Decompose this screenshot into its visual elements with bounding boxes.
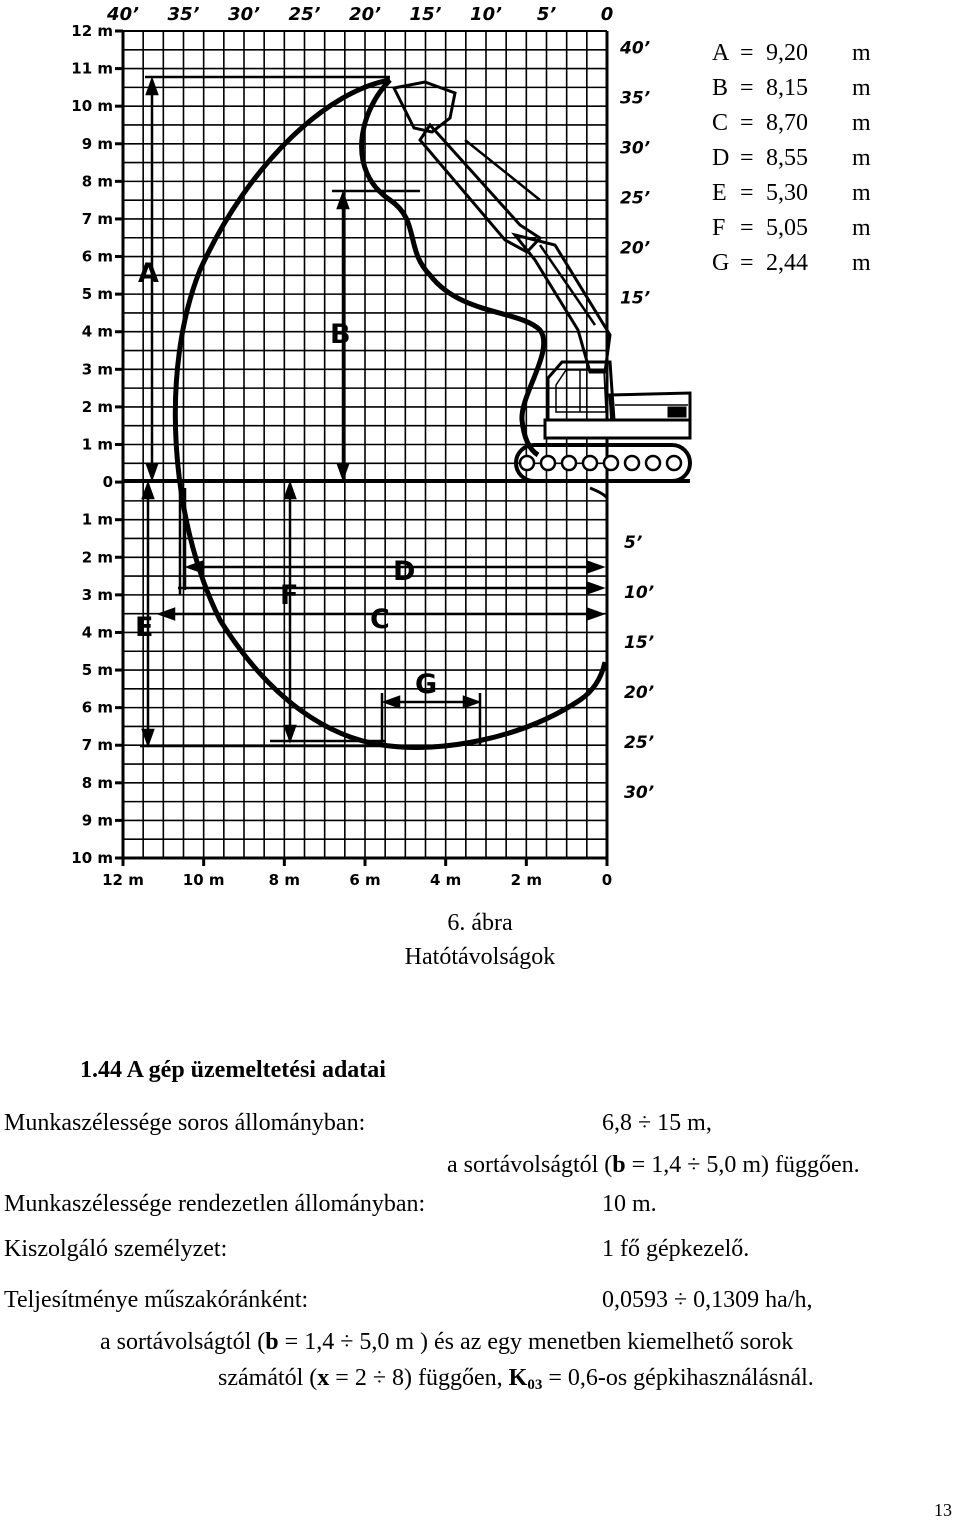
inner-reach-curve: [362, 80, 544, 455]
random-width-label: Munkaszélessége rendezetlen állományban:: [4, 1191, 426, 1217]
bottom-axis-tick-label: 6 m: [349, 871, 381, 889]
right-axis-tick-label-upper: 30’: [620, 138, 651, 159]
label-A: A: [138, 258, 159, 289]
left-axis-tick-label: 8 m: [81, 773, 113, 792]
label-C: C: [370, 604, 390, 635]
top-axis-tick-label: 10’: [470, 4, 502, 25]
left-axis-tick-label: 7 m: [81, 736, 113, 755]
page-number: 13: [934, 1500, 952, 1520]
left-axis-tick-label: 9 m: [81, 811, 113, 830]
top-axis-tick-label: 20’: [349, 4, 381, 25]
top-axis-tick-label: 35’: [167, 4, 200, 25]
label-B: B: [330, 319, 351, 350]
left-axis-tick-label: 4 m: [81, 623, 113, 642]
right-axis-tick-label-upper: 40’: [620, 38, 651, 59]
top-axis-ticks: [106, 4, 613, 25]
dim-row-A: A = 9,20 m: [712, 40, 871, 66]
track-roller: [604, 456, 618, 470]
performance-value: 0,0593 ÷ 0,1309 ha/h,: [602, 1287, 813, 1313]
left-axis-tick-label: 7 m: [81, 209, 113, 228]
right-axis-tick-label-lower: 5’: [624, 533, 643, 553]
left-axis-tick-label: 10 m: [71, 849, 113, 867]
left-axis-tick-label: 3 m: [81, 585, 113, 604]
track-roller: [625, 456, 639, 470]
label-D: D: [393, 556, 416, 587]
dim-row-C: C = 8,70 m: [712, 110, 871, 136]
top-axis-tick-label: 0: [600, 4, 614, 25]
right-axis-tick-label-lower: 15’: [624, 633, 655, 653]
performance-label: Teljesítménye műszakóránként:: [4, 1287, 309, 1313]
section-heading: 1.44 A gép üzemeltetési adatai: [80, 1057, 386, 1083]
lower-tail-curve: [590, 488, 607, 498]
label-G: G: [415, 669, 438, 700]
performance-note-2: számától (x = 2 ÷ 8) függően, K03 = 0,6-os gépkihasználásnál.: [218, 1365, 814, 1393]
bottom-axis-tick-label: 10 m: [182, 871, 225, 889]
track-roller: [562, 456, 576, 470]
bottom-axis-tick-label: 2 m: [510, 871, 542, 889]
bottom-axis-tick-label: 12 m: [102, 871, 144, 889]
top-axis-tick-label: 30’: [228, 4, 260, 25]
top-axis-tick-label: 15’: [409, 4, 442, 25]
left-axis-tick-label: 12 m: [71, 22, 113, 40]
track-roller: [541, 456, 555, 470]
left-axis-tick-label: 3 m: [81, 360, 113, 379]
left-axis-tick-label: 4 m: [81, 322, 113, 341]
left-axis-tick-label: 1 m: [81, 435, 113, 454]
left-axis-tick-label: 6 m: [81, 247, 113, 266]
right-axis-tick-label-lower: 30’: [624, 783, 655, 803]
figure-number: 6. ábra: [447, 910, 513, 936]
right-axis-tick-label-lower: 20’: [624, 683, 655, 703]
left-axis-tick-label: 8 m: [81, 172, 113, 191]
left-axis-tick-label: 5 m: [81, 661, 113, 680]
track-roller: [520, 456, 534, 470]
top-axis-tick-label: 25’: [288, 4, 321, 25]
left-axis-tick-label: 9 m: [81, 134, 113, 153]
dim-row-F: F = 5,05 m: [712, 215, 871, 241]
random-width-value: 10 m.: [602, 1191, 657, 1217]
bottom-axis-ticks: [102, 858, 612, 889]
left-axis-tick-label: 11 m: [71, 59, 113, 78]
right-axis-tick-label-upper: 15’: [620, 288, 651, 309]
boom: [515, 235, 610, 372]
right-axis-tick-label-upper: 25’: [620, 188, 651, 209]
dim-row-D: D = 8,55 m: [712, 145, 871, 171]
label-E: E: [135, 612, 154, 643]
right-axis-tick-label-lower: 10’: [624, 583, 655, 603]
top-axis-tick-label: 5’: [536, 4, 557, 25]
width-row-label: Munkaszélessége soros állományban:: [4, 1110, 366, 1136]
left-axis-tick-label: 6 m: [81, 698, 113, 717]
track-roller: [667, 456, 681, 470]
crew-value: 1 fő gépkezelő.: [602, 1236, 750, 1262]
dim-row-G: G = 2,44 m: [712, 250, 871, 276]
track-roller: [583, 456, 597, 470]
width-row-note: a sortávolságtól (b = 1,4 ÷ 5,0 m) függően.: [447, 1152, 860, 1178]
left-axis-ticks: [71, 22, 123, 867]
bottom-axis-tick-label: 0: [601, 871, 613, 889]
performance-note-1: a sortávolságtól (b = 1,4 ÷ 5,0 m ) és az egy menetben kiemelhető sorok: [100, 1329, 794, 1355]
left-axis-tick-label: 5 m: [81, 285, 113, 304]
dim-row-B: B = 8,15 m: [712, 75, 871, 101]
right-axis-tick-label-upper: 20’: [620, 238, 651, 259]
label-F: F: [280, 580, 299, 611]
left-axis-tick-label: 10 m: [71, 97, 113, 116]
left-axis-tick-label: 2 m: [81, 548, 113, 567]
left-axis-tick-label: 1 m: [81, 510, 113, 529]
bottom-axis-tick-label: 4 m: [430, 871, 462, 889]
left-axis-tick-label: 2 m: [81, 397, 113, 416]
reach-diagram: [0, 0, 700, 900]
bottom-axis-tick-label: 8 m: [268, 871, 300, 889]
crew-label: Kiszolgáló személyzet:: [4, 1236, 228, 1262]
figure-title: Hatótávolságok: [404, 944, 556, 970]
reach-envelope: [175, 80, 605, 747]
top-axis-tick-label: 40’: [107, 4, 139, 25]
right-axis-tick-label-upper: 35’: [620, 88, 651, 109]
dim-row-E: E = 5,30 m: [712, 180, 871, 206]
left-axis-tick-label: 0: [102, 473, 113, 492]
right-axis-tick-label-lower: 25’: [624, 733, 655, 753]
width-row-value: 6,8 ÷ 15 m,: [602, 1110, 712, 1136]
track-roller: [646, 456, 660, 470]
